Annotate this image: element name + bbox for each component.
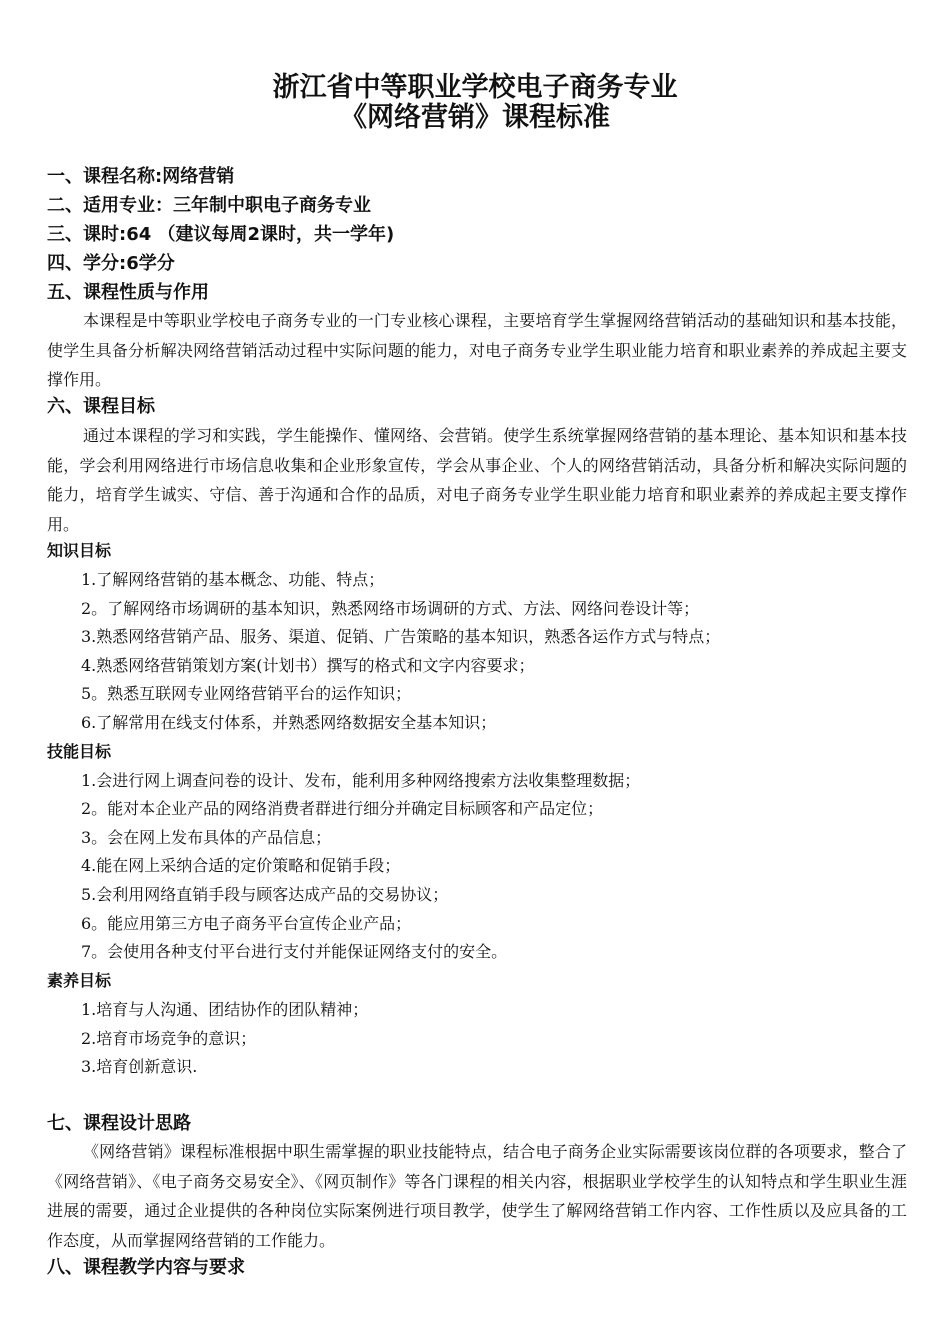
section-course-goals: 六、课程目标 [47,396,155,417]
list-item: 5。熟悉互联网专业网络营销平台的运作知识； [81,684,412,703]
list-item: 1.了解网络营销的基本概念、功能、特点； [81,570,385,589]
section-credits: 四、学分:6学分 [47,253,175,274]
list-item: 5.会利用网络直销手段与顾客达成产品的交易协议； [81,885,449,904]
list-item: 4.熟悉网络营销策划方案(计划书）撰写的格式和文字内容要求； [81,656,535,675]
section-class-hours: 三、课时:64 （建议每周2课时，共一学年) [47,224,395,245]
document-subtitle: 《网络营销》课程标准 [340,102,610,133]
list-item: 2.培育市场竞争的意识； [81,1029,257,1048]
list-item: 2。了解网络市场调研的基本知识，熟悉网络市场调研的方式、方法、网络问卷设计等； [81,599,700,618]
design-approach-paragraph: 《网络营销》课程标准根据中职生需掌握的职业技能特点，结合电子商务企业实际需要该岗位群的各项要求，整合了《网络营销》、《电子商务交易安全》、《网页制作》等各门课程的相关内容，根据职业学校学生的认知特点和学生职业生涯进展的需要，通过企业提供的各种岗位实际案例进行项目教学，使学生了解网络营销工作内容、工作性质以及应具备的工作态度，从而掌握网络营销的工作能力。 [47,1142,907,1250]
section-teaching-content: 八、课程教学内容与要求 [47,1257,245,1278]
section-course-name: 一、课程名称:网络营销 [47,166,235,187]
skill-goals-heading: 技能目标 [47,742,112,761]
course-nature-paragraph: 本课程是中等职业学校电子商务专业的一门专业核心课程，主要培育学生掌握网络营销活动的基础知识和基本技能，使学生具备分析解决网络营销活动过程中实际问题的能力，对电子商务专业学生职业能力培育和职业素养的养成起主要支撑作用。 [47,311,907,389]
list-item: 7。会使用各种支付平台进行支付并能保证网络支付的安全。 [81,942,508,961]
list-item: 6。能应用第三方电子商务平台宣传企业产品； [81,914,412,933]
list-item: 4.能在网上采纳合适的定价策略和促销手段； [81,856,401,875]
section-course-nature: 五、课程性质与作用 [47,282,209,303]
list-item: 6.了解常用在线支付体系，并熟悉网络数据安全基本知识； [81,713,497,732]
section-design-approach: 七、课程设计思路 [47,1113,191,1134]
knowledge-goals-heading: 知识目标 [47,541,112,560]
list-item: 3.熟悉网络营销产品、服务、渠道、促销、广告策略的基本知识，熟悉各运作方式与特点； [81,627,721,646]
course-goals-paragraph: 通过本课程的学习和实践，学生能操作、懂网络、会营销。使学生系统掌握网络营销的基本理论、基本知识和基本技能，学会利用网络进行市场信息收集和企业形象宣传，学会从事企业、个人的网络营销活动，具备分析和解决实际问题的能力，培育学生诚实、守信、善于沟通和合作的品质，对电子商务专业学生职业能力培育和职业素养的养成起主要支撑作用。 [47,426,907,534]
list-item: 3。会在网上发布具体的产品信息； [81,828,332,847]
section-applicable-major: 二、适用专业：三年制中职电子商务专业 [47,195,371,216]
list-item: 1.培育与人沟通、团结协作的团队精神； [81,1000,369,1019]
list-item: 1.会进行网上调查问卷的设计、发布，能利用多种网络搜索方法收集整理数据； [81,771,641,790]
literacy-goals-heading: 素养目标 [47,971,112,990]
document-title: 浙江省中等职业学校电子商务专业 [272,72,678,103]
list-item: 2。能对本企业产品的网络消费者群进行细分并确定目标顾客和产品定位； [81,799,604,818]
list-item: 3.培育创新意识. [81,1057,198,1076]
